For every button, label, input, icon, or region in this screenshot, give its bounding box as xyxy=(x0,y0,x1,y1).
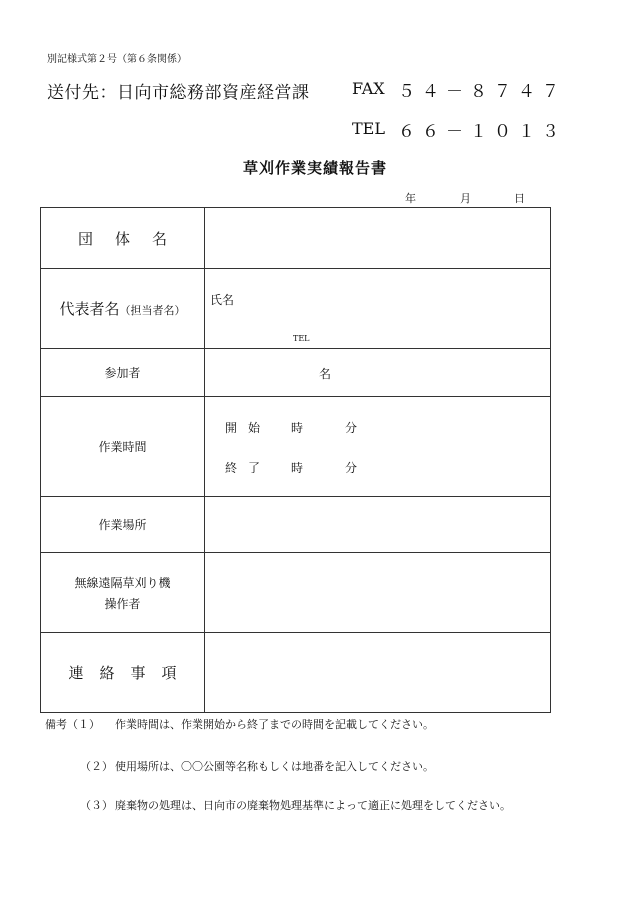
operator-label-line2: 操作者 xyxy=(104,596,141,611)
end-minute: 分 xyxy=(345,461,358,475)
notes-label: 連絡事項 xyxy=(68,664,193,682)
send-to: 送付先：日向市総務部資産経営課 xyxy=(47,83,310,103)
row-group xyxy=(41,208,551,269)
work-time-label: 作業時間 xyxy=(98,440,147,454)
group-label-cell xyxy=(41,208,205,269)
work-time-label-cell xyxy=(41,397,205,497)
work-place-label: 作業場所 xyxy=(98,518,147,532)
form-number: 別記様式第２号（第６条関係） xyxy=(47,54,187,65)
representative-tel-label: TEL xyxy=(293,334,310,343)
page-title: 草刈作業実績報告書 xyxy=(242,159,387,177)
participants-unit: 名 xyxy=(319,367,332,381)
work-place-label-cell xyxy=(41,497,205,553)
row-operator xyxy=(41,553,551,633)
representative-label-note: （担当者名） xyxy=(119,304,186,317)
end-hour: 時 xyxy=(291,461,304,475)
date-year: 年 xyxy=(405,192,416,205)
group-label: 団体名 xyxy=(77,229,189,248)
fax-number: ５４－８７４７ xyxy=(398,82,566,102)
notes-label-cell xyxy=(41,633,205,713)
work-time-input[interactable] xyxy=(205,397,551,497)
participants-input[interactable] xyxy=(205,349,551,397)
end-char-2: 了 xyxy=(248,461,261,475)
start-minute: 分 xyxy=(345,421,358,435)
representative-label-cell xyxy=(41,269,205,349)
date-month: 月 xyxy=(460,192,471,205)
notes-input[interactable] xyxy=(205,633,551,713)
remark-3: 廃棄物の処理は、日向市の廃棄物処理基準によって適正に処理をしてください。 xyxy=(115,799,511,812)
participants-label-cell xyxy=(41,349,205,397)
row-work-time xyxy=(41,397,551,497)
remarks-head: 備考（１） xyxy=(45,718,100,731)
row-representative xyxy=(41,269,551,349)
representative-input[interactable] xyxy=(205,269,551,349)
remark-3-number: （３） xyxy=(80,799,113,812)
work-place-input[interactable] xyxy=(205,497,551,553)
tel-number: ６６－１０１３ xyxy=(398,122,566,142)
name-label: 氏名 xyxy=(210,293,235,307)
row-notes xyxy=(41,633,551,713)
representative-label: 代表者名 xyxy=(59,300,120,318)
tel-label: TEL xyxy=(352,119,385,138)
report-table xyxy=(40,207,551,713)
participants-label: 参加者 xyxy=(104,366,141,380)
start-char-2: 始 xyxy=(248,421,261,435)
operator-label-cell xyxy=(41,553,205,633)
operator-label-line1: 無線遠隔草刈り機 xyxy=(74,575,171,590)
start-char-1: 開 xyxy=(225,421,238,435)
end-char-1: 終 xyxy=(225,461,238,475)
start-hour: 時 xyxy=(291,421,304,435)
row-work-place xyxy=(41,497,551,553)
remark-2-number: （２） xyxy=(80,760,113,773)
date-day: 日 xyxy=(514,192,525,205)
group-input[interactable] xyxy=(205,208,551,269)
row-participants xyxy=(41,349,551,397)
remark-2: 使用場所は、〇〇公園等名称もしくは地番を記入してください。 xyxy=(115,760,434,773)
operator-input[interactable] xyxy=(205,553,551,633)
remark-1: 作業時間は、作業開始から終了までの時間を記載してください。 xyxy=(115,718,434,731)
fax-label: FAX xyxy=(352,79,385,98)
